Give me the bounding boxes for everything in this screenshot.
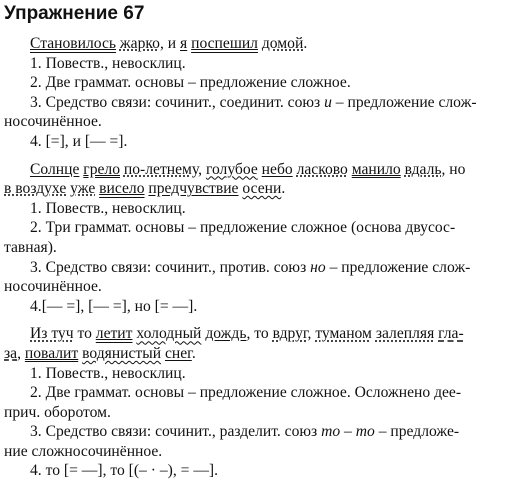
sentence-line: Солнце грело по-летнему, голубое небо ласково манило вдаль, но xyxy=(30,160,466,178)
answer-line: 2. Две граммат. основы – предложение сложное. Осложнено дее- xyxy=(30,384,462,402)
exercise-title: Упражнение 67 xyxy=(4,3,145,24)
analysis-block-2 xyxy=(4,160,524,317)
adverb-word: по-летнему xyxy=(123,160,199,178)
answer-line: тавная). xyxy=(4,238,57,256)
adverb-word: уже xyxy=(70,180,96,198)
attribute-word: голубое xyxy=(205,160,258,178)
answer-line: 3. Средство связи: сочинит., разделит. союз то – то – предложе- xyxy=(30,423,460,441)
object-word: за xyxy=(4,344,18,362)
predicate-word: летит xyxy=(95,325,133,343)
adverb-word: вдаль xyxy=(404,160,442,178)
adverb-word: домой xyxy=(261,35,304,52)
sentence-line: за, повалит водянистый снег. xyxy=(4,344,196,362)
answer-line: носочинённое. xyxy=(4,113,102,131)
answer-line: 2. Две граммат. основы – предложение сложное. xyxy=(30,74,351,92)
predicate-word: манило xyxy=(351,160,401,178)
answer-line: 3. Средство связи: сочинит., против. союз но – предложение слож- xyxy=(30,258,471,276)
sentence-line: Из туч то летит холодный дождь, то вдруг, туманом залепляя гла- xyxy=(30,325,464,343)
answer-line: 2. Три граммат. основы – предложение сложное (основа двусос- xyxy=(30,219,456,237)
adverb-word: залепляя xyxy=(375,325,435,343)
subject-word: я xyxy=(180,35,188,52)
predicate-word: грело xyxy=(83,160,120,178)
answer-line: 3. Средство связи: сочинит., соединит. союз и – предложение слож- xyxy=(30,93,477,111)
answer-line: 1. Повеств., невосклиц. xyxy=(30,364,186,382)
attribute-word: осени xyxy=(242,180,282,198)
scheme-line: 4. [=], и [— =]. xyxy=(30,132,128,150)
predicate-word: повалит xyxy=(24,344,79,362)
predicate-word: поспешил xyxy=(191,35,258,52)
attribute-word: водянистый xyxy=(82,344,162,362)
sentence-line: Становилось жарко, и я поспешил домой. xyxy=(30,35,308,52)
attribute-word: холодный xyxy=(136,325,202,343)
adverb-word: жарко xyxy=(119,35,160,52)
adverb-word: ласково xyxy=(296,160,348,178)
answer-line: 1. Повеств., невосклиц. xyxy=(30,199,186,217)
answer-line: ние сложносочинённое. xyxy=(4,442,163,460)
scheme-line: 4. то [= —], то [(– · –), = —]. xyxy=(30,462,219,480)
subject-word: небо xyxy=(261,160,293,178)
answer-line: прич. оборотом. xyxy=(4,403,111,421)
adverb-word: в воздухе xyxy=(4,180,67,198)
scheme-line: 4.[— =], [— =], но [= —]. xyxy=(30,297,198,315)
predicate-word: висело xyxy=(99,180,145,198)
subject-word: дождь xyxy=(205,325,247,343)
analysis-block-1 xyxy=(4,34,524,152)
adverb-word: вдруг xyxy=(272,325,308,343)
object-word: гла- xyxy=(438,325,464,343)
subject-word: Солнце xyxy=(30,160,80,178)
answer-line: носочинённое. xyxy=(4,278,102,296)
predicate-word: Становилось xyxy=(30,35,116,52)
subject-word: снег xyxy=(164,344,192,362)
adverb-word: туманом xyxy=(315,325,372,343)
analysis-block-3 xyxy=(4,324,524,481)
answer-line: 1. Повеств., невосклиц. xyxy=(30,54,186,72)
subject-word: предчувствие xyxy=(148,180,239,198)
sentence-line: в воздухе уже висело предчувствие осени. xyxy=(4,180,286,198)
adverb-word: Из туч xyxy=(30,325,74,343)
